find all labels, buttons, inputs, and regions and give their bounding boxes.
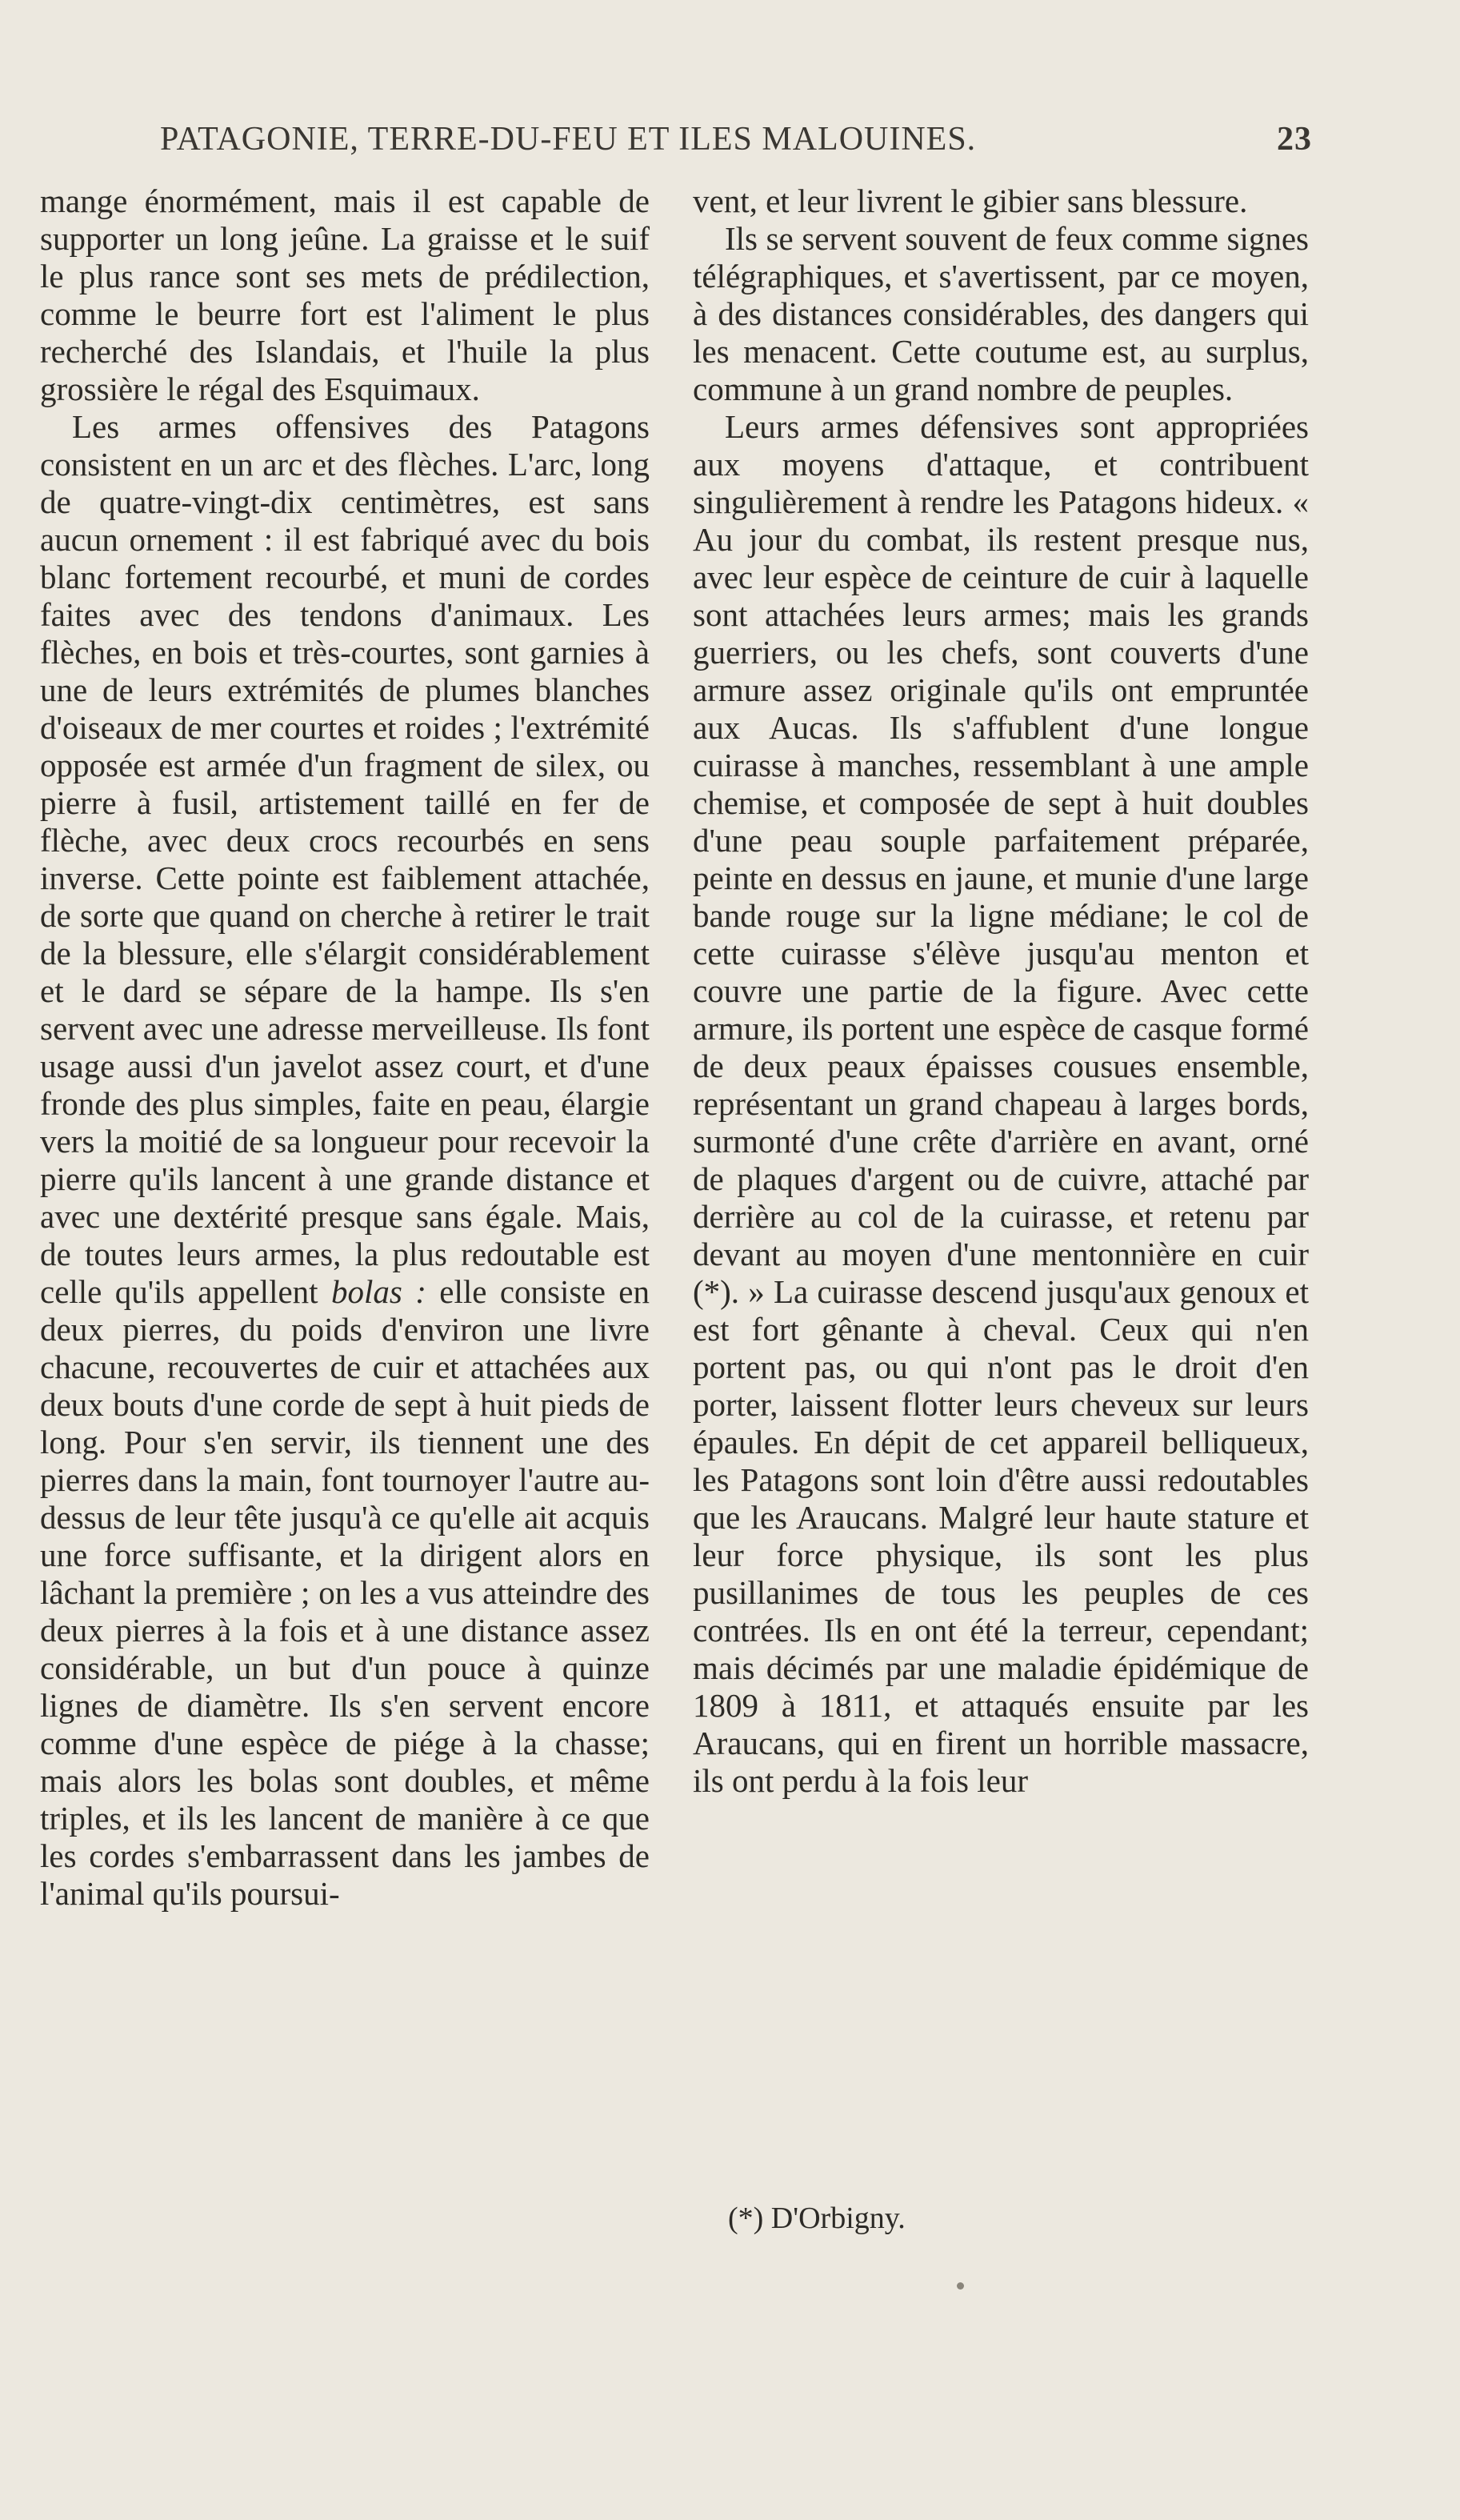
right-column xyxy=(693,182,1309,1800)
paragraph-text: elle consiste en deux pierres, du poids d'environ une livre chacune, recouvertes de cuir et attachées aux deux bouts d'une corde de sept à huit pieds de long. Pour s'en servir, ils tiennent une des pierres dans la main, font tournoyer l'autre au-dessus de leur tête jusqu'à ce qu'elle ait acquis une force suffisante, et la dirigent alors en lâchant la première ; on les a vus atteindre des deux pierres à la fois et à une distance assez considérable, un but d'un pouce à quinze lignes de diamètre. Ils s'en servent encore comme d'une espèce de piége à la chasse; mais alors les bolas sont doubles, et même triples, et ils les lancent de manière à ce que les cordes s'embarrassent dans les jambes de l'animal qu'ils poursui- xyxy=(40,1273,650,1912)
paragraph xyxy=(40,408,650,1913)
left-column xyxy=(40,182,650,1913)
ink-speck xyxy=(957,2282,964,2290)
italic-term: bolas : xyxy=(330,1273,426,1310)
paragraph-text: Les armes offensives des Patagons consistent en un arc et des flèches. L'arc, long de quatre-vingt-dix centimètres, est sans aucun ornement : il est fabriqué avec du bois blanc fortement recourbé, et muni de cordes faites avec des tendons d'animaux. Les flèches, en bois et très-courtes, sont garnies à une de leurs extrémités de plumes blanches d'oiseaux de mer courtes et roides ; l'extrémité opposée est armée d'un fragment de silex, ou pierre à fusil, artistement taillé en fer de flèche, avec deux crocs recourbés en sens inverse. Cette pointe est faiblement attachée, de sorte que quand on cherche à retirer le trait de la blessure, elle s'élargit considérablement et le dard se sépare de la hampe. Ils s'en servent avec une adresse merveilleuse. Ils font usage aussi d'un javelot assez court, et d'une fronde des plus simples, faite en peau, élargie vers la moitié de sa longueur pour recevoir la pierre qu'ils lancent à une grande distance et avec une dextérité presque sans égale. Mais, de toutes leurs armes, la plus redoutable est celle qu'ils appellent xyxy=(40,408,650,1310)
paragraph: mange énormément, mais il est capable de supporter un long jeûne. La graisse et le suif le plus rance sont ses mets de prédilection, comme le beurre fort est l'aliment le plus recherché des Islandais, et l'huile la plus grossière le régal des Esquimaux. xyxy=(40,182,650,407)
paragraph: vent, et leur livrent le gibier sans blessure. xyxy=(693,182,1248,219)
running-title: PATAGONIE, TERRE-DU-FEU ET ILES MALOUINES. xyxy=(160,121,977,158)
page-number: 23 xyxy=(1277,121,1312,158)
running-header xyxy=(160,120,1312,160)
paragraph: Ils se servent souvent de feux comme signes télégraphiques, et s'avertissent, par ce moyen, à des distances considérables, des dangers qui les menacent. Cette coutume est, au surplus, commune à un grand nombre de peuples. xyxy=(693,220,1309,407)
footnote: (*) D'Orbigny. xyxy=(728,2201,906,2235)
paragraph: Leurs armes défensives sont appropriées aux moyens d'attaque, et contribuent singulièrement à rendre les Patagons hideux. « Au jour du combat, ils restent presque nus, avec leur espèce de ceinture de cuir à laquelle sont attachées leurs armes; mais les grands guerriers, ou les chefs, sont couverts d'une armure assez originale qu'ils ont empruntée aux Aucas. Ils s'affublent d'une longue cuirasse à manches, ressemblant à une ample chemise, et composée de sept à huit doubles d'une peau souple parfaitement préparée, peinte en dessus en jaune, et munie d'une large bande rouge sur la ligne médiane; le col de cette cuirasse s'élève jusqu'au menton et couvre une partie de la figure. Avec cette armure, ils portent une espèce de casque formé de deux peaux épaisses cousues ensemble, représentant un grand chapeau à larges bords, surmonté d'une crête d'arrière en avant, orné de plaques d'argent ou de cuivre, attaché par derrière au col de la cuirasse, et retenu par devant au moyen d'une mentonnière en cuir (*). » La cuirasse descend jusqu'aux genoux et est fort gênante à cheval. Ceux qui n'en portent pas, ou qui n'ont pas le droit d'en porter, laissent flotter leurs cheveux sur leurs épaules. En dépit de cet appareil belliqueux, les Patagons sont loin d'être aussi redoutables que les Araucans. Malgré leur haute stature et leur force physique, ils sont les plus pusillanimes de tous les peuples de ces contrées. Ils en ont été la terreur, cependant; mais décimés par une maladie épidémique de 1809 à 1811, et attaqués ensuite par les Araucans, qui en firent un horrible massacre, ils ont perdu à la fois leur xyxy=(693,408,1309,1799)
